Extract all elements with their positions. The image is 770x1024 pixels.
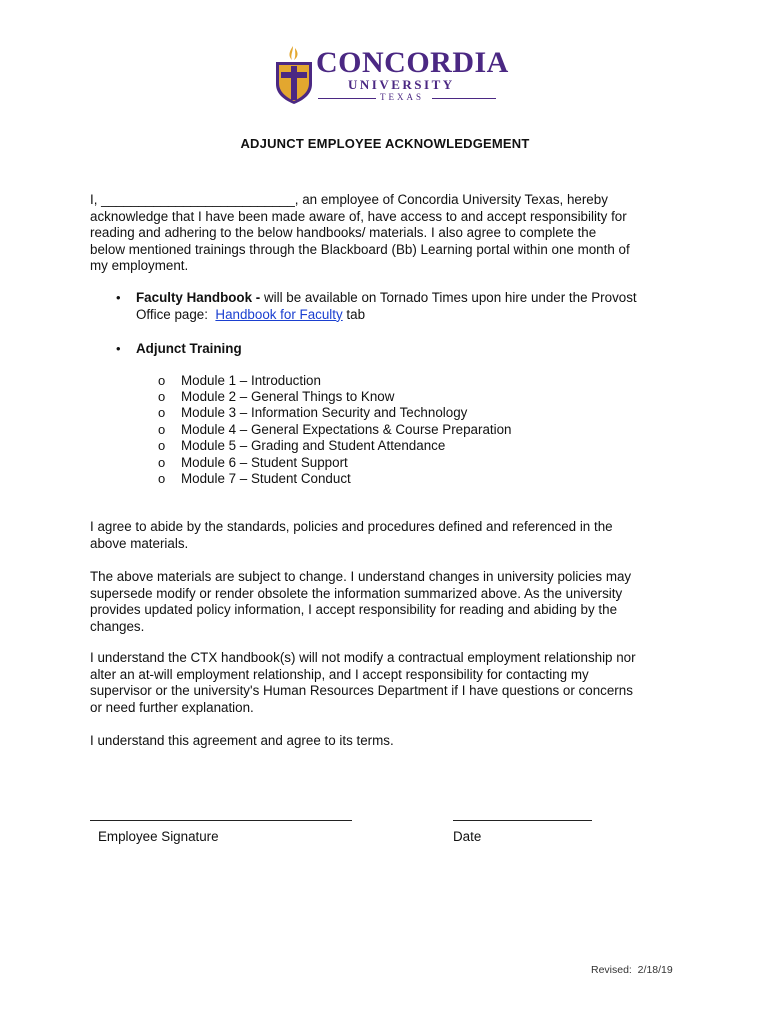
paragraph-agree-terms [90, 733, 670, 750]
logo-university: UNIVERSITY [348, 77, 455, 92]
paragraph-agree-standards [90, 519, 670, 552]
bullet-marker: • [116, 290, 121, 305]
paragraph-line: alter an at-will employment relationship, and I accept responsibility for contacting my [90, 666, 589, 682]
paragraph-line: supersede modify or render obsolete the information summarized above. As the university [90, 585, 623, 601]
bullet-faculty-handbook [136, 290, 676, 323]
revised-date: Revised: 2/18/19 [591, 964, 673, 976]
bullet-marker: • [116, 341, 121, 356]
intro-line: my employment. [90, 258, 189, 274]
list-item: Module 7 – Student Conduct [181, 471, 351, 486]
paragraph-line: I understand this agreement and agree to its terms. [90, 733, 394, 748]
document-title: ADJUNCT EMPLOYEE ACKNOWLEDGEMENT [240, 136, 530, 151]
paragraph-line: The above materials are subject to change. I understand changes in university policies may [90, 569, 632, 584]
list-item: Module 6 – Student Support [181, 455, 348, 470]
module-marker: o [158, 422, 166, 437]
logo-wordmark: CONCORDIA [316, 46, 509, 79]
list-item: Module 1 – Introduction [181, 373, 321, 388]
paragraph-line: I agree to abide by the standards, policies and procedures defined and referenced in the [90, 519, 613, 534]
intro-line: I, __________________________, an employee of Concordia University Texas, hereby [90, 192, 608, 207]
paragraph-line: changes. [90, 618, 145, 634]
bullet-adjunct-training [136, 341, 676, 358]
list-item: Module 2 – General Things to Know [181, 389, 395, 404]
logo-rule-left [318, 98, 376, 99]
faculty-handbook-text2: Office page: [136, 306, 216, 322]
intro-line: acknowledge that I have been made aware of, have access to and accept responsibility for [90, 208, 627, 224]
module-marker: o [158, 471, 166, 486]
date-line[interactable] [453, 820, 592, 821]
torch-cross-icon [272, 44, 316, 106]
date-label: Date [453, 829, 482, 844]
logo-rule-right [432, 98, 496, 99]
faculty-handbook-heading: Faculty Handbook - [136, 290, 261, 305]
module-marker: o [158, 389, 166, 404]
intro-paragraph [90, 192, 670, 275]
paragraph-ctx-handbook [90, 650, 670, 716]
list-item: Module 4 – General Expectations & Course Preparation [181, 422, 512, 437]
faculty-handbook-text: will be available on Tornado Times upon hire under the Provost [260, 290, 637, 305]
list-item: Module 5 – Grading and Student Attendance [181, 438, 446, 453]
faculty-handbook-text3: tab [342, 306, 366, 322]
list-item: Module 3 – Information Security and Technology [181, 405, 468, 420]
intro-line: below mentioned trainings through the Blackboard (Bb) Learning portal within one month of [90, 241, 630, 257]
module-marker: o [158, 455, 166, 470]
paragraph-line: above materials. [90, 535, 189, 551]
employee-signature-label: Employee Signature [98, 829, 219, 844]
handbook-for-faculty-link[interactable]: Handbook for Faculty [215, 306, 343, 322]
module-marker: o [158, 438, 166, 453]
paragraph-line: supervisor or the university's Human Resources Department if I have questions or concerns [90, 683, 633, 699]
module-marker: o [158, 405, 166, 420]
logo-texas: TEXAS [380, 92, 424, 102]
employee-signature-line[interactable] [90, 820, 352, 821]
paragraph-line: provides updated policy information, I accept responsibility for reading and abiding by the [90, 602, 618, 618]
adjunct-training-heading: Adjunct Training [136, 341, 242, 356]
paragraph-line: I understand the CTX handbook(s) will not modify a contractual employment relationship nor [90, 650, 636, 665]
concordia-logo [272, 44, 509, 106]
intro-line: reading and adhering to the below handbooks/ materials. I also agree to complete the [90, 225, 597, 241]
module-marker: o [158, 373, 166, 388]
paragraph-subject-to-change [90, 569, 670, 635]
paragraph-line: or need further explanation. [90, 699, 254, 715]
